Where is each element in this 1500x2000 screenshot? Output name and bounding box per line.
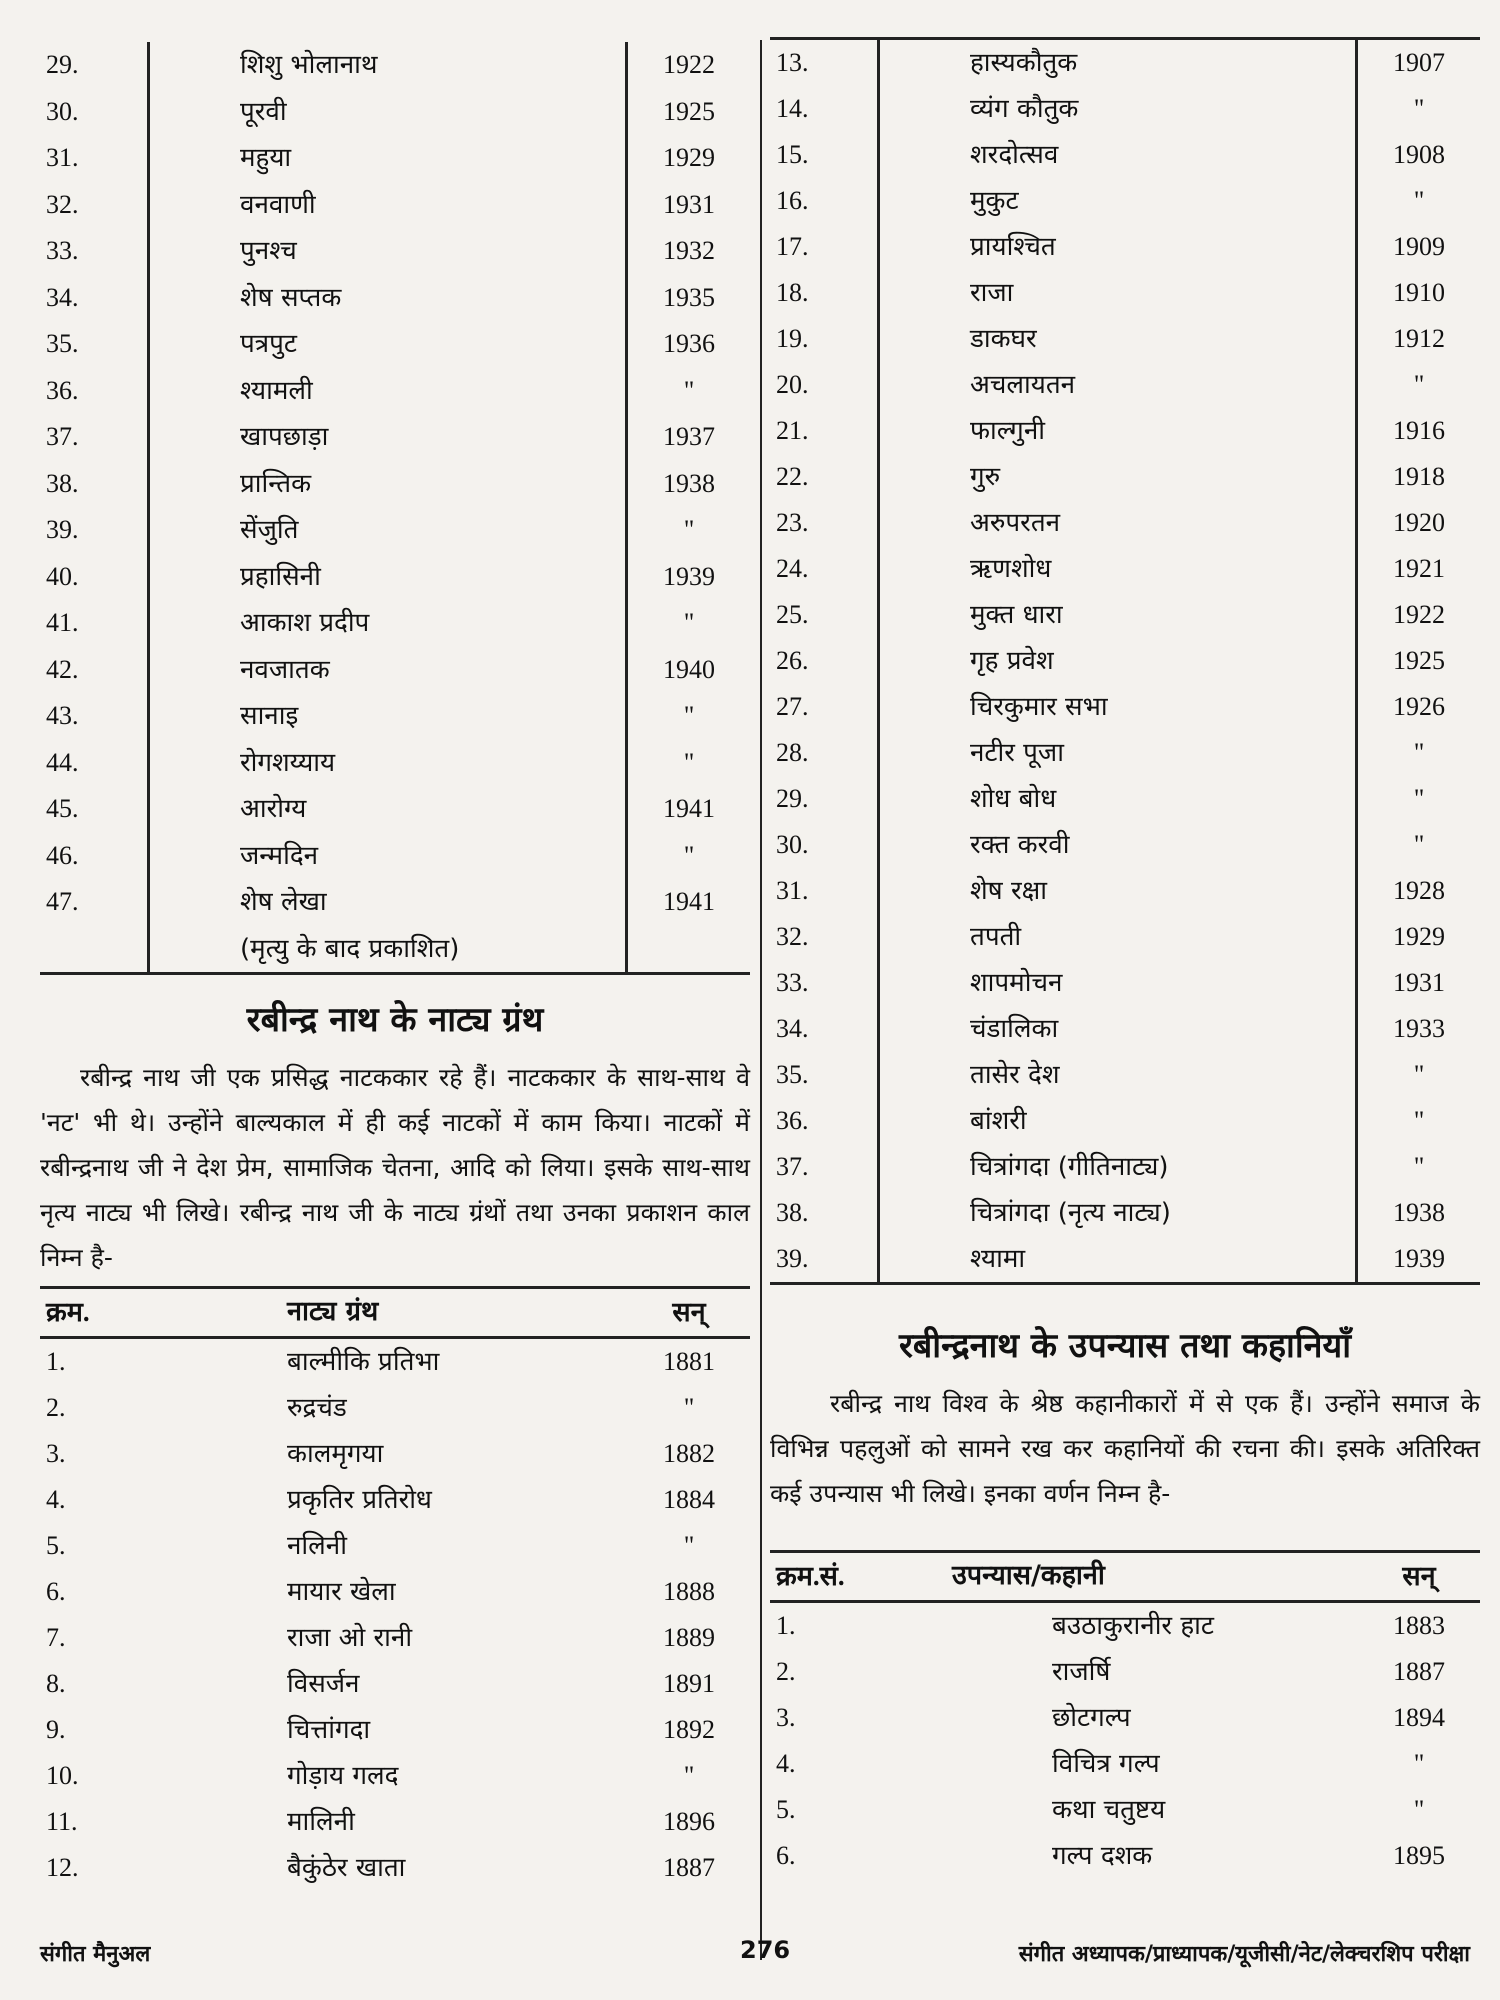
row-title: शेष रक्षा — [879, 868, 1357, 914]
table-row — [770, 500, 1480, 546]
row-year: " — [1357, 1098, 1481, 1144]
row-title: प्रहासिनी — [149, 554, 627, 601]
row-year: 1922 — [627, 42, 751, 89]
row-number: 36. — [776, 1106, 809, 1135]
drama-heading: रबीन्द्र नाथ के नाट्य ग्रंथ — [246, 1000, 544, 1040]
row-year: 1939 — [627, 554, 751, 601]
row-number: 30. — [776, 830, 809, 859]
table-row — [40, 414, 750, 461]
row-number: 31. — [46, 143, 79, 173]
row-year: 1933 — [1357, 1006, 1481, 1052]
table-row — [770, 592, 1480, 638]
row-number: 7. — [46, 1622, 66, 1652]
row-year: 1881 — [663, 1346, 715, 1376]
row-title: फाल्गुनी — [879, 408, 1357, 454]
row-year: 1925 — [1357, 638, 1481, 684]
row-title: बाल्मीकि प्रतिभा — [287, 1346, 440, 1377]
table-row — [40, 1431, 750, 1477]
table-row — [40, 1753, 750, 1799]
table-row — [40, 1477, 750, 1523]
row-title: महुया — [149, 135, 627, 182]
row-title: प्रकृतिर प्रतिरोध — [287, 1484, 432, 1515]
row-year: " — [1357, 362, 1481, 408]
drama-table-header — [40, 1288, 750, 1338]
table-row — [40, 786, 750, 833]
row-number: 38. — [776, 1198, 809, 1227]
page-footer — [0, 1930, 1500, 1980]
table-row — [40, 1523, 750, 1569]
row-number: 4. — [46, 1484, 66, 1514]
row-title: गृह प्रवेश — [879, 638, 1357, 684]
row-number: 2. — [46, 1392, 66, 1422]
table-row — [40, 507, 750, 554]
row-number: 6. — [776, 1840, 796, 1870]
table-row — [770, 638, 1480, 684]
row-number: 35. — [46, 329, 79, 359]
table-row — [40, 321, 750, 368]
row-number: 6. — [46, 1576, 66, 1606]
table-row — [770, 224, 1480, 270]
row-title: विचित्र गल्प — [1052, 1748, 1160, 1779]
row-number: 9. — [46, 1714, 66, 1744]
row-title: रक्त करवी — [879, 822, 1357, 868]
table-row — [770, 868, 1480, 914]
header-title: उपन्यास/कहानी — [902, 1552, 1358, 1602]
drama-paragraph: रबीन्द्र नाथ जी एक प्रसिद्ध नाटककार रहे हैं। नाटककार के साथ-साथ वे 'नट' भी थे। उन्होंने बाल्यकाल में ही कई नाटकों में काम किया। नाटकों में रबीन्द्रनाथ जी ने देश प्रेम, सामाजिक चेतना, आदि को लिया। इसके साथ-साथ नृत्य नाट्य भी लिखे। रबीन्द्र नाथ जी के नाट्य ग्रंथों तथा उनका प्रकाशन काल निम्न है- — [40, 1063, 750, 1272]
row-year: 1918 — [1357, 454, 1481, 500]
row-number: 18. — [776, 278, 809, 307]
table-row — [40, 740, 750, 787]
row-year: " — [683, 1530, 695, 1560]
row-number: 17. — [776, 232, 809, 261]
row-number: 39. — [776, 1244, 809, 1273]
header-num: क्रम. — [40, 1288, 147, 1338]
row-title: नवजातक — [149, 647, 627, 694]
row-number: 24. — [776, 554, 809, 583]
table-row — [770, 546, 1480, 592]
row-year: 1882 — [663, 1438, 715, 1468]
row-year: " — [627, 600, 751, 647]
row-year: 1916 — [1357, 408, 1481, 454]
row-number: 46. — [46, 840, 79, 870]
table-row — [40, 600, 750, 647]
table-row — [40, 89, 750, 136]
row-title: प्रान्तिक — [149, 461, 627, 508]
table-row — [770, 960, 1480, 1006]
table-row — [770, 1741, 1480, 1787]
table-row — [40, 647, 750, 694]
row-year: 1887 — [663, 1852, 715, 1882]
row-number: 14. — [776, 94, 809, 123]
row-number: 47. — [46, 887, 79, 917]
row-title: प्रायश्चित — [879, 224, 1357, 270]
table-row — [40, 135, 750, 182]
table-row — [40, 1707, 750, 1753]
row-year: " — [627, 507, 751, 554]
row-year: 1925 — [627, 89, 751, 136]
row-year: " — [1357, 1052, 1481, 1098]
row-number: 16. — [776, 186, 809, 215]
table-row — [40, 879, 750, 926]
table-row — [770, 1601, 1480, 1649]
row-title: व्यंग कौतुक — [879, 86, 1357, 132]
row-title: गल्प दशक — [1052, 1840, 1153, 1871]
row-title: मुक्त धारा — [879, 592, 1357, 638]
row-year: " — [683, 1760, 695, 1790]
row-number: 1. — [46, 1346, 66, 1376]
poetry-table — [40, 42, 750, 975]
row-year: 1938 — [1357, 1190, 1481, 1236]
table-row — [770, 1006, 1480, 1052]
row-title: हास्यकौतुक — [879, 39, 1357, 87]
row-year: " — [1357, 178, 1481, 224]
row-number: 32. — [776, 922, 809, 951]
row-year: 1935 — [627, 275, 751, 322]
row-title: राजा ओ रानी — [287, 1622, 413, 1653]
table-row — [40, 1337, 750, 1385]
row-year: 1926 — [1357, 684, 1481, 730]
row-year: 1937 — [627, 414, 751, 461]
row-title: बैकुंठेर खाता — [287, 1852, 406, 1883]
row-title: पुनश्च — [149, 228, 627, 275]
row-title: वनवाणी — [149, 182, 627, 229]
row-title: शापमोचन — [879, 960, 1357, 1006]
row-number: 5. — [776, 1794, 796, 1824]
row-number: 37. — [776, 1152, 809, 1181]
row-title: खापछाड़ा — [149, 414, 627, 461]
row-title: अरुपरतन — [879, 500, 1357, 546]
table-row — [40, 42, 750, 89]
row-year: 1889 — [663, 1622, 715, 1652]
row-number: 22. — [776, 462, 809, 491]
table-row — [770, 86, 1480, 132]
row-year: " — [1357, 86, 1481, 132]
table-row — [40, 368, 750, 415]
page-number: 276 — [740, 1936, 791, 1964]
row-number: 33. — [776, 968, 809, 997]
row-number: 44. — [46, 747, 79, 777]
row-year: 1909 — [1357, 224, 1481, 270]
table-row — [40, 228, 750, 275]
row-year: 1931 — [1357, 960, 1481, 1006]
row-title: गुरु — [879, 454, 1357, 500]
row-title: चित्तांगदा — [287, 1714, 371, 1745]
row-title: कथा चतुष्टय — [1052, 1794, 1166, 1825]
row-number: 21. — [776, 416, 809, 445]
table-row — [40, 182, 750, 229]
row-year: 1912 — [1357, 316, 1481, 362]
row-year: " — [1357, 1144, 1481, 1190]
row-number: 29. — [776, 784, 809, 813]
row-year: 1908 — [1357, 132, 1481, 178]
row-title: (मृत्यु के बाद प्रकाशित) — [149, 926, 627, 974]
row-title: रुद्रचंड — [287, 1392, 347, 1423]
row-number: 15. — [776, 140, 809, 169]
row-number: 27. — [776, 692, 809, 721]
table-row — [770, 178, 1480, 224]
row-title: नटीर पूजा — [879, 730, 1357, 776]
row-number: 45. — [46, 794, 79, 824]
row-year: 1938 — [627, 461, 751, 508]
row-number: 10. — [46, 1760, 79, 1790]
table-row — [770, 1833, 1480, 1879]
novel-table-header — [770, 1552, 1480, 1602]
row-year: 1940 — [627, 647, 751, 694]
row-year: " — [1357, 730, 1481, 776]
row-year: 1896 — [663, 1806, 715, 1836]
row-year: 1941 — [627, 879, 751, 926]
row-title: गोड़ाय गलद — [287, 1760, 399, 1791]
row-year: 1887 — [1393, 1656, 1445, 1686]
row-year: 1931 — [627, 182, 751, 229]
row-number: 41. — [46, 608, 79, 638]
row-title: विसर्जन — [287, 1668, 360, 1699]
table-row — [40, 1615, 750, 1661]
footer-left: संगीत मैनुअल — [40, 1942, 151, 1967]
table-row — [770, 730, 1480, 776]
table-row — [770, 914, 1480, 960]
row-year: 1921 — [1357, 546, 1481, 592]
row-number: 39. — [46, 515, 79, 545]
row-year: 1891 — [663, 1668, 715, 1698]
table-row — [770, 1052, 1480, 1098]
row-number: 4. — [776, 1748, 796, 1778]
row-title: राजा — [879, 270, 1357, 316]
row-title: तपती — [879, 914, 1357, 960]
row-number — [40, 926, 149, 974]
column-divider — [760, 40, 762, 1960]
row-title: श्यामली — [149, 368, 627, 415]
row-year: 1907 — [1357, 39, 1481, 87]
table-row — [770, 1098, 1480, 1144]
table-row — [770, 132, 1480, 178]
row-number: 34. — [776, 1014, 809, 1043]
row-number: 8. — [46, 1668, 66, 1698]
table-row — [770, 1695, 1480, 1741]
row-number: 31. — [776, 876, 809, 905]
row-title: डाकघर — [879, 316, 1357, 362]
table-row — [40, 833, 750, 880]
table-row — [770, 408, 1480, 454]
table-row — [770, 822, 1480, 868]
row-title: ऋणशोध — [879, 546, 1357, 592]
row-title: मालिनी — [287, 1806, 355, 1837]
row-title: चंडालिका — [879, 1006, 1357, 1052]
row-year — [627, 926, 751, 974]
row-number: 32. — [46, 189, 79, 219]
row-title: शरदोत्सव — [879, 132, 1357, 178]
row-title: जन्मदिन — [149, 833, 627, 880]
row-number: 28. — [776, 738, 809, 767]
right-column — [770, 0, 1480, 1879]
table-row — [40, 554, 750, 601]
row-title: बउठाकुरानीर हाट — [1052, 1610, 1214, 1641]
row-title: नलिनी — [287, 1530, 347, 1561]
row-title: आकाश प्रदीप — [149, 600, 627, 647]
row-title: छोटगल्प — [1052, 1702, 1131, 1733]
row-number: 34. — [46, 282, 79, 312]
row-year: 1884 — [663, 1484, 715, 1514]
row-year: 1929 — [627, 135, 751, 182]
table-row — [770, 454, 1480, 500]
drama-table-continued — [770, 37, 1480, 1285]
table-row — [770, 1236, 1480, 1284]
row-title: शेष लेखा — [149, 879, 627, 926]
row-title: पत्रपुट — [149, 321, 627, 368]
header-title: नाट्य ग्रंथ — [147, 1288, 628, 1338]
row-year: 1883 — [1393, 1610, 1445, 1640]
row-year: 1936 — [627, 321, 751, 368]
row-year: " — [627, 693, 751, 740]
row-number: 36. — [46, 375, 79, 405]
table-row — [770, 1649, 1480, 1695]
row-year: 1910 — [1357, 270, 1481, 316]
table-row — [40, 693, 750, 740]
row-number: 5. — [46, 1530, 66, 1560]
row-number: 12. — [46, 1852, 79, 1882]
table-row — [770, 39, 1480, 87]
row-number: 37. — [46, 422, 79, 452]
row-year: 1894 — [1393, 1702, 1445, 1732]
row-number: 26. — [776, 646, 809, 675]
table-row — [40, 1661, 750, 1707]
row-number: 2. — [776, 1656, 796, 1686]
row-title: शिशु भोलानाथ — [149, 42, 627, 89]
row-number: 23. — [776, 508, 809, 537]
header-num: क्रम.सं. — [770, 1552, 902, 1602]
table-row — [770, 1787, 1480, 1833]
row-number: 40. — [46, 561, 79, 591]
novel-heading: रबीन्द्रनाथ के उपन्यास तथा कहानियाँ — [898, 1326, 1352, 1366]
row-title: शेष सप्तक — [149, 275, 627, 322]
table-row — [40, 1385, 750, 1431]
footer-right: संगीत अध्यापक/प्राध्यापक/यूजीसी/नेट/लेक्चरशिप परीक्षा — [1018, 1942, 1470, 1967]
row-number: 11. — [46, 1806, 78, 1836]
row-title: बांशरी — [879, 1098, 1357, 1144]
row-year: 1932 — [627, 228, 751, 275]
row-title: चित्रांगदा (गीतिनाट्य) — [879, 1144, 1357, 1190]
table-row — [40, 461, 750, 508]
row-title: आरोग्य — [149, 786, 627, 833]
table-row — [770, 1144, 1480, 1190]
row-title: श्यामा — [879, 1236, 1357, 1284]
novel-table — [770, 1550, 1480, 1879]
row-number: 20. — [776, 370, 809, 399]
table-row — [40, 275, 750, 322]
table-row — [40, 926, 750, 974]
table-row — [770, 270, 1480, 316]
row-year: " — [683, 1392, 695, 1422]
row-title: रोगशय्याय — [149, 740, 627, 787]
row-year: 1888 — [663, 1576, 715, 1606]
left-column — [40, 0, 750, 1891]
row-title: कालमृगया — [287, 1438, 384, 1469]
row-title: चिरकुमार सभा — [879, 684, 1357, 730]
row-number: 13. — [776, 48, 809, 77]
row-title: पूरवी — [149, 89, 627, 136]
row-title: मायार खेला — [287, 1576, 396, 1607]
row-number: 19. — [776, 324, 809, 353]
row-number: 3. — [46, 1438, 66, 1468]
row-year: 1929 — [1357, 914, 1481, 960]
table-row — [770, 316, 1480, 362]
row-title: सेंजुति — [149, 507, 627, 554]
row-title: राजर्षि — [1052, 1656, 1111, 1687]
row-year: " — [1413, 1748, 1425, 1778]
row-year: 1922 — [1357, 592, 1481, 638]
row-number: 38. — [46, 468, 79, 498]
row-year: 1895 — [1393, 1840, 1445, 1870]
row-year: 1939 — [1357, 1236, 1481, 1284]
row-title: मुकुट — [879, 178, 1357, 224]
row-year: " — [1413, 1794, 1425, 1824]
row-title: चित्रांगदा (नृत्य नाट्य) — [879, 1190, 1357, 1236]
drama-table — [40, 1286, 750, 1891]
row-year: 1920 — [1357, 500, 1481, 546]
row-number: 25. — [776, 600, 809, 629]
row-number: 43. — [46, 701, 79, 731]
row-year: " — [627, 740, 751, 787]
row-title: तासेर देश — [879, 1052, 1357, 1098]
row-year: 1892 — [663, 1714, 715, 1744]
row-year: " — [1357, 822, 1481, 868]
row-number: 33. — [46, 236, 79, 266]
table-row — [40, 1799, 750, 1845]
table-row — [40, 1569, 750, 1615]
novel-paragraph: रबीन्द्र नाथ विश्व के श्रेष्ठ कहानीकारों में से एक हैं। उन्होंने समाज के विभिन्न पहलुओं को सामने रख कर कहानियों की रचना की। इसके अतिरिक्त कई उपन्यास भी लिखे। इनका वर्णन निम्न है- — [770, 1389, 1480, 1508]
header-year: सन् — [628, 1288, 750, 1338]
table-row — [40, 1845, 750, 1891]
row-year: " — [627, 833, 751, 880]
row-year: 1928 — [1357, 868, 1481, 914]
table-row — [770, 1190, 1480, 1236]
row-year: " — [1357, 776, 1481, 822]
row-number: 42. — [46, 654, 79, 684]
header-year: सन् — [1358, 1552, 1480, 1602]
row-title: सानाइ — [149, 693, 627, 740]
table-row — [770, 362, 1480, 408]
table-row — [770, 776, 1480, 822]
row-year: 1941 — [627, 786, 751, 833]
row-number: 3. — [776, 1702, 796, 1732]
row-number: 35. — [776, 1060, 809, 1089]
row-number: 30. — [46, 96, 79, 126]
row-title: शोध बोध — [879, 776, 1357, 822]
row-year: " — [627, 368, 751, 415]
row-title: अचलायतन — [879, 362, 1357, 408]
row-number: 1. — [776, 1610, 796, 1640]
row-number: 29. — [46, 50, 79, 80]
table-row — [770, 684, 1480, 730]
